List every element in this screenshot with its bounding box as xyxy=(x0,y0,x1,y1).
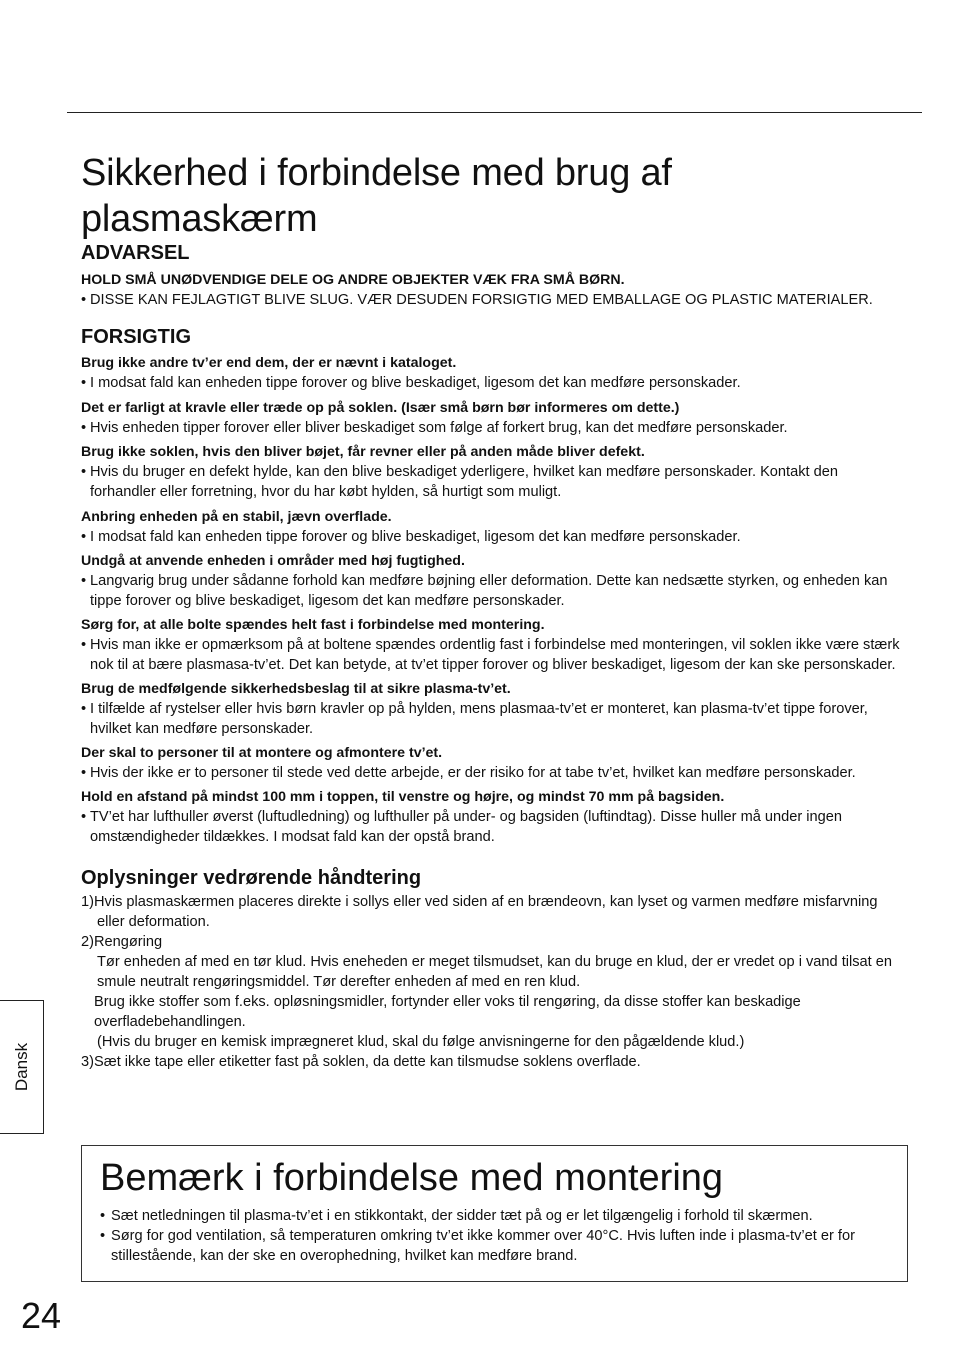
caution-item-text: • I modsat fald kan enheden tippe forover og blive beskadiget, ligesom det kan medføre personskader. xyxy=(81,529,741,545)
mounting-note-box xyxy=(81,1145,908,1282)
handling-item-2-text: Brug ikke stoffer som f.eks. opløsningsmidler, fortynder eller voks til rengøring, da disse stoffer kan beskadige overfladebehandlingen. xyxy=(94,994,801,1030)
caution-item-head: Brug ikke soklen, hvis den bliver bøjet, får revner eller på anden måde bliver defekt. xyxy=(81,444,645,460)
caution-item-head: Undgå at anvende enheden i områder med høj fugtighed. xyxy=(81,553,465,569)
caution-item-text: • I modsat fald kan enheden tippe forover og blive beskadiget, ligesom det kan medføre personskader. xyxy=(81,375,741,391)
caution-item-text: • Hvis der ikke er to personer til stede ved dette arbejde, er der risiko for at tabe tv’et, hvilket kan medføre personskader. xyxy=(81,765,856,781)
caution-item-head: Der skal to personer til at montere og afmontere tv’et. xyxy=(81,745,443,761)
warning-section xyxy=(81,241,901,310)
handling-item-2-text: (Hvis du bruger en kemisk imprægneret klud, skal du følge anvisningerne for den pågældende klud.) xyxy=(97,1034,745,1050)
top-rule xyxy=(67,112,922,113)
caution-item-head: Brug ikke andre tv’er end dem, der er nævnt i kataloget. xyxy=(81,355,457,371)
caution-item-head: Hold en afstand på mindst 100 mm i toppen, til venstre og højre, og mindst 70 mm på bagsiden. xyxy=(81,789,725,805)
caution-heading: FORSIGTIG xyxy=(81,326,191,348)
language-tab-label: Dansk xyxy=(11,1042,31,1092)
handling-heading: Oplysninger vedrørende håndtering xyxy=(81,867,422,889)
handling-section xyxy=(81,866,901,1072)
handling-item-1: 1)Hvis plasmaskærmen placeres direkte i sollys eller ved siden af en brændeovn, kan lyset og varmen medføre misfarvning eller deformation. xyxy=(81,894,878,930)
caution-item-head: Brug de medfølgende sikkerhedsbeslag til at sikre plasma-tv’et. xyxy=(81,681,511,697)
caution-item-head: Det er farligt at kravle eller træde op på soklen. (Især små børn bør informeres om dette.) xyxy=(81,400,680,416)
caution-item-text: • Hvis du bruger en defekt hylde, kan den blive beskadiget yderligere, hvilket kan medføre personskader. Kontakt den forhandler eller forretning, hvor du har købt hylden, så hurtigt som muligt. xyxy=(81,464,838,500)
handling-item-2: 2)Rengøring xyxy=(81,934,163,950)
caution-section xyxy=(81,325,901,847)
warning-heading: ADVARSEL xyxy=(81,242,190,264)
handling-item-3: 3)Sæt ikke tape eller etiketter fast på soklen, da dette kan tilsmudse soklens overflade. xyxy=(81,1054,641,1070)
main-content xyxy=(81,150,901,1072)
caution-item-text: • I tilfælde af rystelser eller hvis børn kravler op på hylden, mens plasmaa-tv’et er monteret, kan plasma-tv’et tippe forover, hvilket kan medføre personskader. xyxy=(81,701,868,737)
warning-item-text: • DISSE KAN FEJLAGTIGT BLIVE SLUG. VÆR DESUDEN FORSIGTIG MED EMBALLAGE OG PLASTIC MATERIALER. xyxy=(81,292,873,308)
mounting-note-heading: Bemærk i forbindelse med montering xyxy=(100,1157,724,1199)
warning-item-head: HOLD SMÅ UNØDVENDIGE DELE OG ANDRE OBJEKTER VÆK FRA SMÅ BØRN. xyxy=(81,272,625,288)
caution-item-text: • Hvis enheden tipper forover eller bliver beskadiget som følge af forkert brug, kan det medføre personskader. xyxy=(81,420,788,436)
caution-item-text: • TV’et har lufthuller øverst (luftudledning) og lufthuller på under- og bagsiden (luftindtag). Disse huller må under ingen omstændigheder tildækkes. I modsat fald kan der opstå brand. xyxy=(81,809,842,845)
caution-item-head: Anbring enheden på en stabil, jævn overflade. xyxy=(81,509,392,525)
language-tab xyxy=(0,1000,44,1134)
handling-item-2-text: Tør enheden af med en tør klud. Hvis eneheden er meget tilsmudset, kan du bruge en klud, der er vredet op i vand tilsat en smule neutralt rengøringsmiddel. Tør derefter enheden af med en ren klud. xyxy=(97,954,892,990)
page-title: Sikkerhed i forbindelse med brug af plasmaskærm xyxy=(81,152,672,240)
caution-item-text: • Hvis man ikke er opmærksom på at boltene spændes ordentlig fast i forbindelse med monteringen, vil soklen ikke være stærk nok til at bære plasmasa-tv’et. Det kan betyde, at tv’et tipper forover og bliver beskadiget, ligesom der kan ske personskader. xyxy=(81,637,900,673)
caution-item-head: Sørg for, at alle bolte spændes helt fast i forbindelse med montering. xyxy=(81,617,545,633)
page-number: 24 xyxy=(21,1295,62,1336)
mounting-note-item: • Sæt netledningen til plasma-tv’et i en stikkontakt, der sidder tæt på og er let tilgængelig i forhold til skærmen. xyxy=(100,1208,813,1224)
mounting-note-item: • Sørg for god ventilation, så temperaturen omkring tv’et ikke kommer over 40°C. Hvis luften inde i plasma-tv’et er for stillestående, kan der ske en overophedning, hvilket kan medføre brand. xyxy=(100,1228,855,1264)
caution-item-text: • Langvarig brug under sådanne forhold kan medføre bøjning eller deformation. Dette kan nedsætte styrken, og enheden kan tippe forover og blive beskadiget, ligesom det kan medføre personskader. xyxy=(81,573,888,609)
